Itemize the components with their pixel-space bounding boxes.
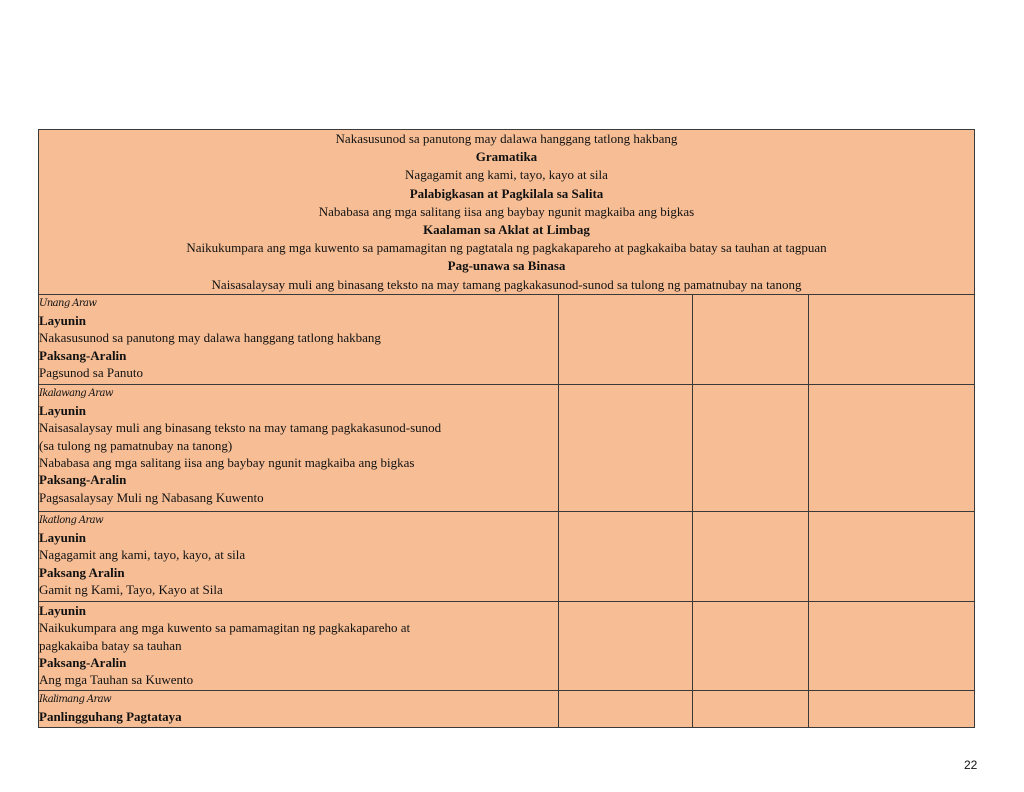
objective-line: Nakasusunod sa panutong may dalawa hanggang tatlong hakbang bbox=[335, 131, 678, 146]
day-label: Ikalawang Araw bbox=[39, 387, 113, 399]
day-3-cell bbox=[39, 511, 559, 601]
empty-cell bbox=[559, 384, 693, 511]
empty-cell bbox=[809, 294, 975, 384]
empty-cell bbox=[693, 690, 809, 727]
section-label: Paksang-Aralin bbox=[39, 655, 127, 671]
content-line: Nakasusunod sa panutong may dalawa hanggang tatlong hakbang bbox=[39, 330, 381, 346]
empty-cell bbox=[693, 294, 809, 384]
empty-cell bbox=[559, 690, 693, 727]
content-line: Nababasa ang mga salitang iisa ang baybay ngunit magkaiba ang bigkas bbox=[39, 455, 415, 471]
empty-cell bbox=[809, 690, 975, 727]
content-line: Pagsasalaysay Muli ng Nabasang Kuwento bbox=[39, 489, 264, 505]
section-heading: Gramatika bbox=[475, 149, 538, 165]
day-5-cell bbox=[39, 690, 559, 727]
empty-cell bbox=[693, 384, 809, 511]
day-label: Ikalimang Araw bbox=[39, 693, 111, 705]
empty-cell bbox=[559, 511, 693, 601]
empty-cell bbox=[559, 294, 693, 384]
objective-line: Nababasa ang mga salitang iisa ang baybay ngunit magkaiba ang bigkas bbox=[318, 203, 695, 219]
section-label: Layunin bbox=[39, 402, 86, 418]
day-label: Ikatlong Araw bbox=[39, 514, 103, 526]
section-heading: Pag-unawa sa Binasa bbox=[447, 258, 566, 274]
content-line: Ang mga Tauhan sa Kuwento bbox=[39, 672, 194, 688]
section-label: Paksang Aralin bbox=[39, 564, 125, 580]
day-1-cell bbox=[39, 294, 559, 384]
empty-cell bbox=[559, 601, 693, 690]
empty-cell bbox=[809, 601, 975, 690]
content-line: pagkakaiba batay sa tauhan bbox=[39, 637, 182, 653]
objective-line: Nagagamit ang kami, tayo, kayo at sila bbox=[405, 167, 608, 183]
section-label: Paksang-Aralin bbox=[39, 472, 127, 488]
content-line: Pagsunod sa Panuto bbox=[39, 365, 143, 381]
section-label: Layunin bbox=[39, 529, 86, 545]
section-label: Layunin bbox=[39, 312, 86, 328]
content-line: (sa tulong ng pamatnubay na tanong) bbox=[39, 437, 233, 453]
empty-cell bbox=[693, 601, 809, 690]
section-label: Panlingguhang Pagtataya bbox=[39, 708, 182, 724]
content-line: Nagagamit ang kami, tayo, kayo, at sila bbox=[39, 547, 246, 563]
section-heading: Palabigkasan at Pagkilala sa Salita bbox=[409, 185, 604, 201]
day-2-cell bbox=[39, 384, 559, 511]
section-label: Layunin bbox=[39, 602, 86, 618]
section-label: Paksang-Aralin bbox=[39, 347, 127, 363]
content-line: Gamit ng Kami, Tayo, Kayo at Sila bbox=[39, 582, 223, 598]
section-heading: Kaalaman sa Aklat at Limbag bbox=[423, 222, 590, 238]
objective-line: Naikukumpara ang mga kuwento sa pamamagitan ng pagtatala ng pagkakapareho at pagkakaiba batay sa tauhan at tagpuan bbox=[186, 240, 827, 256]
page-number: 22 bbox=[964, 758, 978, 772]
day-label: Unang Araw bbox=[39, 297, 97, 309]
objectives-header-cell bbox=[39, 130, 975, 295]
objective-line: Naisasalaysay muli ang binasang teksto na may tamang pagkakasunod-sunod sa tulong ng pamatnubay na tanong bbox=[211, 276, 802, 292]
day-3-continued-cell bbox=[39, 601, 559, 690]
empty-cell bbox=[809, 384, 975, 511]
empty-cell bbox=[693, 511, 809, 601]
empty-cell bbox=[809, 511, 975, 601]
lesson-plan-table bbox=[38, 129, 975, 728]
content-line: Naisasalaysay muli ang binasang teksto na may tamang pagkakasunod-sunod bbox=[39, 420, 442, 436]
content-line: Naikukumpara ang mga kuwento sa pamamagitan ng pagkakapareho at bbox=[39, 620, 411, 636]
